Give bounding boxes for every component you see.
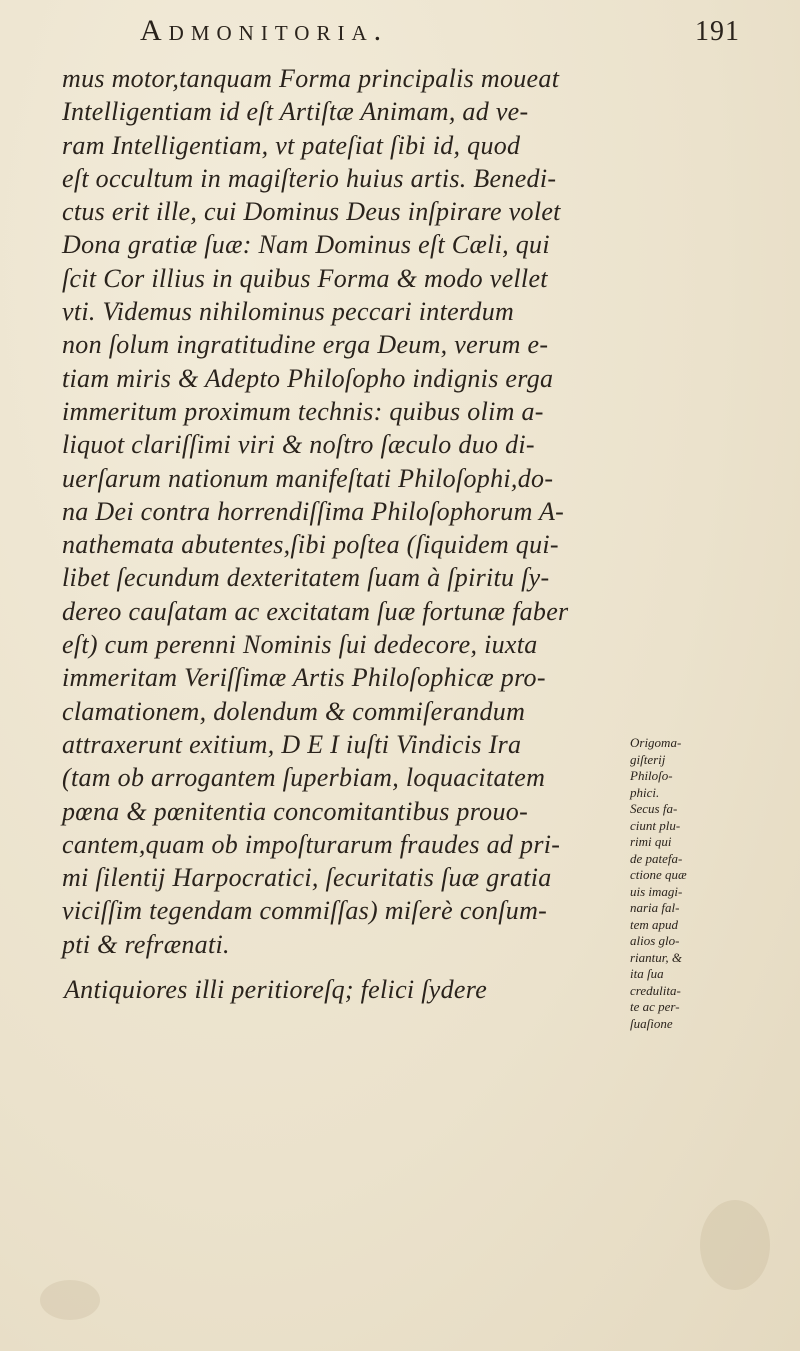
paper-stain	[700, 1200, 770, 1290]
text-line: mus motor,tanquam Forma principalis moueat	[62, 64, 560, 93]
text-line: pti & refrænati.	[62, 929, 230, 959]
text-line: eſt) cum perenni Nominis ſui dedecore, iuxta	[62, 630, 538, 660]
text-line: nathemata abutentes,ſibi poſtea (ſiquidem qui-	[62, 530, 559, 560]
text-line: immeritum proximum technis: quibus olim a-	[62, 396, 544, 426]
running-head	[140, 14, 740, 54]
margin-note-line: naria fal-	[630, 900, 680, 915]
page-number: 191	[695, 16, 740, 47]
text-line: vti. Videmus nihilominus peccari interdum	[62, 297, 515, 327]
margin-note-line: Secus fa-	[630, 801, 678, 816]
text-line: ctus erit ille, cui Dominus Deus inſpirare volet	[62, 197, 561, 227]
margin-note-line: Origoma-	[630, 735, 682, 750]
paper-stain	[40, 1280, 100, 1320]
text-line: mi ſilentij Harpocratici, ſecuritatis ſuæ gratia	[62, 863, 552, 893]
text-line: immeritam Veriſſimæ Artis Philoſophicæ pro-	[62, 663, 546, 693]
margin-note-line: ciunt plu-	[630, 817, 681, 833]
running-title: Admonitoria.	[140, 14, 389, 47]
text-line: viciſſim tegendam commiſſas) miſerè conſum-	[62, 896, 548, 926]
margin-note-line: credulita-	[630, 982, 681, 998]
margin-note-line: uis imagi-	[630, 883, 683, 899]
margin-note-line: rimi qui	[630, 834, 672, 849]
body-text	[62, 62, 627, 1006]
text-line: eſt occultum in magiſterio huius artis. Benedi-	[62, 163, 557, 193]
text-line: attraxerunt exitium, D E I iuſti Vindicis Ira	[62, 729, 522, 759]
margin-note-line: ctione quæ	[630, 867, 687, 882]
margin-note-line: riantur, &	[630, 949, 683, 965]
margin-note-line: tem apud	[630, 916, 679, 932]
text-line: libet ſecundum dexteritatem ſuam à ſpiritu ſy-	[62, 563, 550, 593]
text-line: cantem,quam ob impoſturarum fraudes ad pri-	[62, 829, 561, 859]
catchline: Antiquiores illi peritioreſq; felici ſydere	[64, 975, 488, 1005]
margin-note-line: ſuaſione	[630, 1015, 673, 1031]
margin-note-line: giſterij	[630, 751, 666, 767]
text-line: ſcit Cor illius in quibus Forma & modo vellet	[62, 263, 548, 293]
text-line: ram Intelligentiam, vt pateſiat ſibi id, quod	[62, 130, 521, 160]
text-line: pœna & pœnitentia concomitantibus prouo-	[62, 796, 529, 826]
text-line: dereo cauſatam ac excitatam ſuæ fortunæ faber	[62, 596, 569, 626]
margin-note-line: phici.	[630, 784, 660, 800]
margin-note-line: alios glo-	[630, 933, 680, 948]
margin-note-line: de patefa-	[630, 850, 683, 866]
margin-note-line: te ac per-	[630, 999, 680, 1014]
margin-note-line: Philoſo-	[630, 768, 673, 783]
text-line: (tam ob arrogantem ſuperbiam, loquacitatem	[62, 763, 546, 793]
text-line: liquot clariſſimi viri & noſtro ſæculo duo di-	[62, 430, 535, 460]
text-line: Intelligentiam id eſt Artiſtæ Animam, ad ve-	[62, 97, 529, 127]
text-line: clamationem, dolendum & commiſerandum	[62, 696, 526, 726]
marginal-note	[630, 735, 795, 1032]
text-line: uerſarum nationum manifeſtati Philoſophi,do-	[62, 463, 554, 493]
text-line: na Dei contra horrendiſſima Philoſophorum A-	[62, 496, 565, 526]
margin-note-line: ita ſua	[630, 966, 664, 981]
text-line: Dona gratiæ ſuæ: Nam Dominus eſt Cæli, qui	[62, 230, 550, 260]
text-line: tiam miris & Adepto Philoſopho indignis erga	[62, 363, 554, 393]
text-line: non ſolum ingratitudine erga Deum, verum e-	[62, 330, 549, 360]
